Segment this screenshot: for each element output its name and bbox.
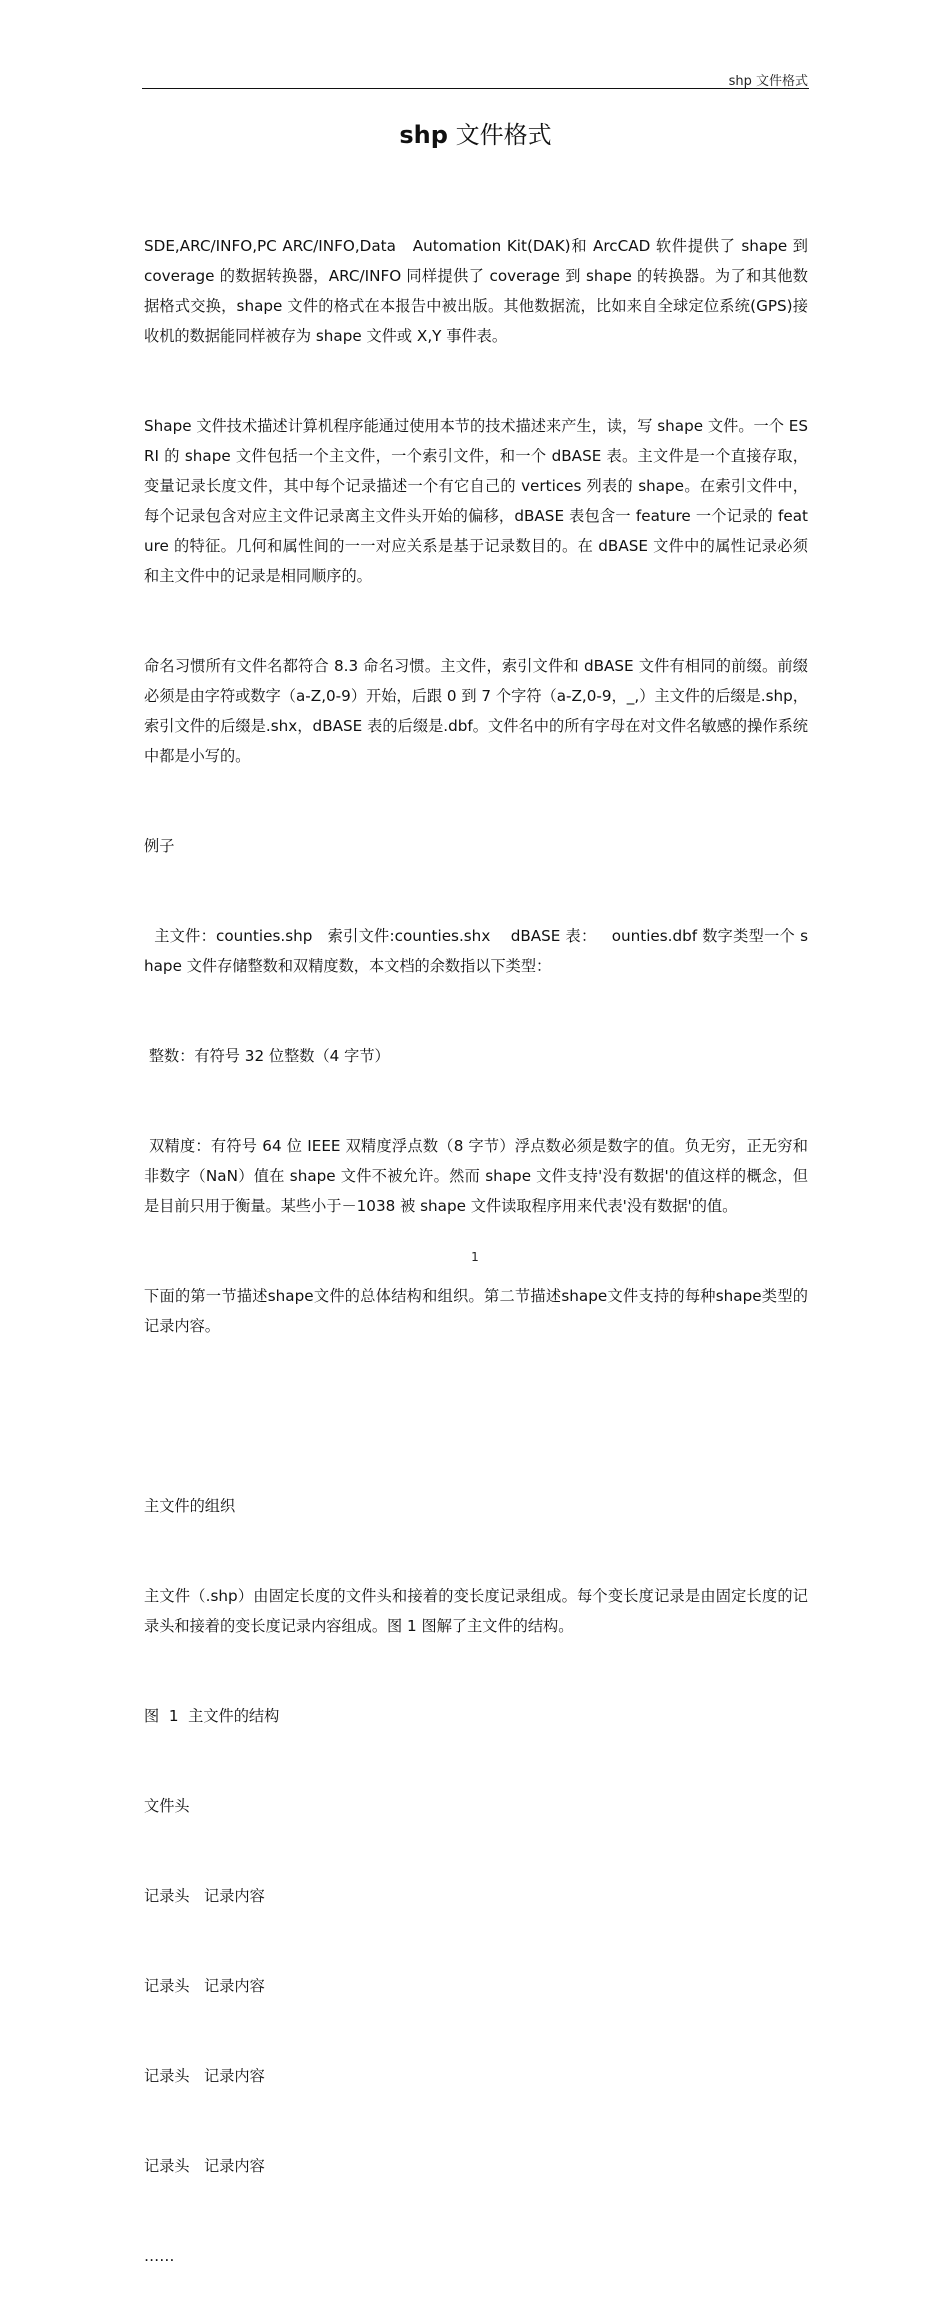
paragraph-example-files: 主文件：counties.shp 索引文件:counties.shx dBASE 表： ounties.dbf 数字类型一个 shape 文件存储整数和双精度数，本文档的余数指以下类型：	[144, 927, 808, 975]
blank-line	[144, 1401, 808, 1431]
paragraph-sections-overview: 下面的第一节描述shape文件的总体结构和组织。第二节描述shape文件支持的每种shape类型的记录内容。	[144, 1287, 808, 1335]
paragraph-intro: SDE,ARC/INFO,PC ARC/INFO,Data Automation Kit(DAK)和 ArcCAD 软件提供了 shape 到 coverage 的数据转换器，ARC/INFO 同样提供了 coverage 到 shape 的转换器。为了和其他数据格式交换，shape 文件的格式在本报告中被出版。其他数据流，比如来自全球定位系统(GPS)接收机的数据能同样被存为 shape 文件或 X,Y 事件表。	[144, 237, 813, 345]
paragraph-double-type: 双精度：有符号 64 位 IEEE 双精度浮点数（8 字节）浮点数必须是数字的值。负无穷，正无穷和非数字（NaN）值在 shape 文件不被允许。然而 shape 文件支持'没有数据'的值这样的概念，但是目前只用于衡量。某些小于－1038 被 shape 文件读取程序用来代表'没有数据'的值。	[144, 1137, 808, 1215]
figure-row-file-header: 文件头	[144, 1797, 190, 1815]
paragraph-integer-type: 整数：有符号 32 位整数（4 字节）	[144, 1047, 390, 1065]
figure-row-record: 记录头 记录内容	[144, 2157, 265, 2175]
page-number: 1	[471, 1250, 479, 1264]
figure-row-record: 记录头 记录内容	[144, 2067, 265, 2085]
figure-caption: 图 1 主文件的结构	[144, 1707, 280, 1725]
paragraph-example-heading: 例子	[144, 837, 175, 855]
paragraph-main-file-organization: 主文件（.shp）由固定长度的文件头和接着的变长度记录组成。每个变长度记录是由固定长度的记录头和接着的变长度记录内容组成。图 1 图解了主文件的结构。	[144, 1587, 808, 1635]
figure-row-record: 记录头 记录内容	[144, 1977, 265, 1995]
figure-row-record: 记录头 记录内容	[144, 1887, 265, 1905]
section-heading-main-file: 主文件的组织	[144, 1497, 236, 1515]
paragraph-naming-convention: 命名习惯所有文件名都符合 8.3 命名习惯。主文件，索引文件和 dBASE 文件有相同的前缀。前缀必须是由字符或数字（a-Z,0-9）开始，后跟 0 到 7 个字符（a-Z,0-9，_,）主文件的后缀是.shp，索引文件的后缀是.shx，dBASE 表的后缀是.dbf。文件名中的所有字母在对文件名敏感的操作系统中都是小写的。	[144, 657, 808, 765]
page-title	[142, 118, 809, 152]
title-cjk: 文件格式	[447, 121, 552, 149]
title-latin: shp	[399, 121, 448, 149]
document-body	[144, 171, 813, 2301]
header-divider	[142, 88, 809, 89]
paragraph-technical-description: Shape 文件技术描述计算机程序能通过使用本节的技术描述来产生，读，写 shape 文件。一个 ESRI 的 shape 文件包括一个主文件，一个索引文件，和一个 dBASE 表。主文件是一个直接存取，变量记录长度文件，其中每个记录描述一个有它自己的 vertices 列表的 shape。在索引文件中，每个记录包含对应主文件记录离主文件头开始的偏移，dBASE 表包含一 feature 一个记录的 feature 的特征。几何和属性间的一一对应关系是基于记录数目的。在 dBASE 文件中的属性记录必须和主文件中的记录是相同顺序的。	[144, 417, 808, 585]
running-header: shp 文件格式	[728, 74, 808, 89]
figure-row-ellipsis: ……	[144, 2247, 175, 2265]
